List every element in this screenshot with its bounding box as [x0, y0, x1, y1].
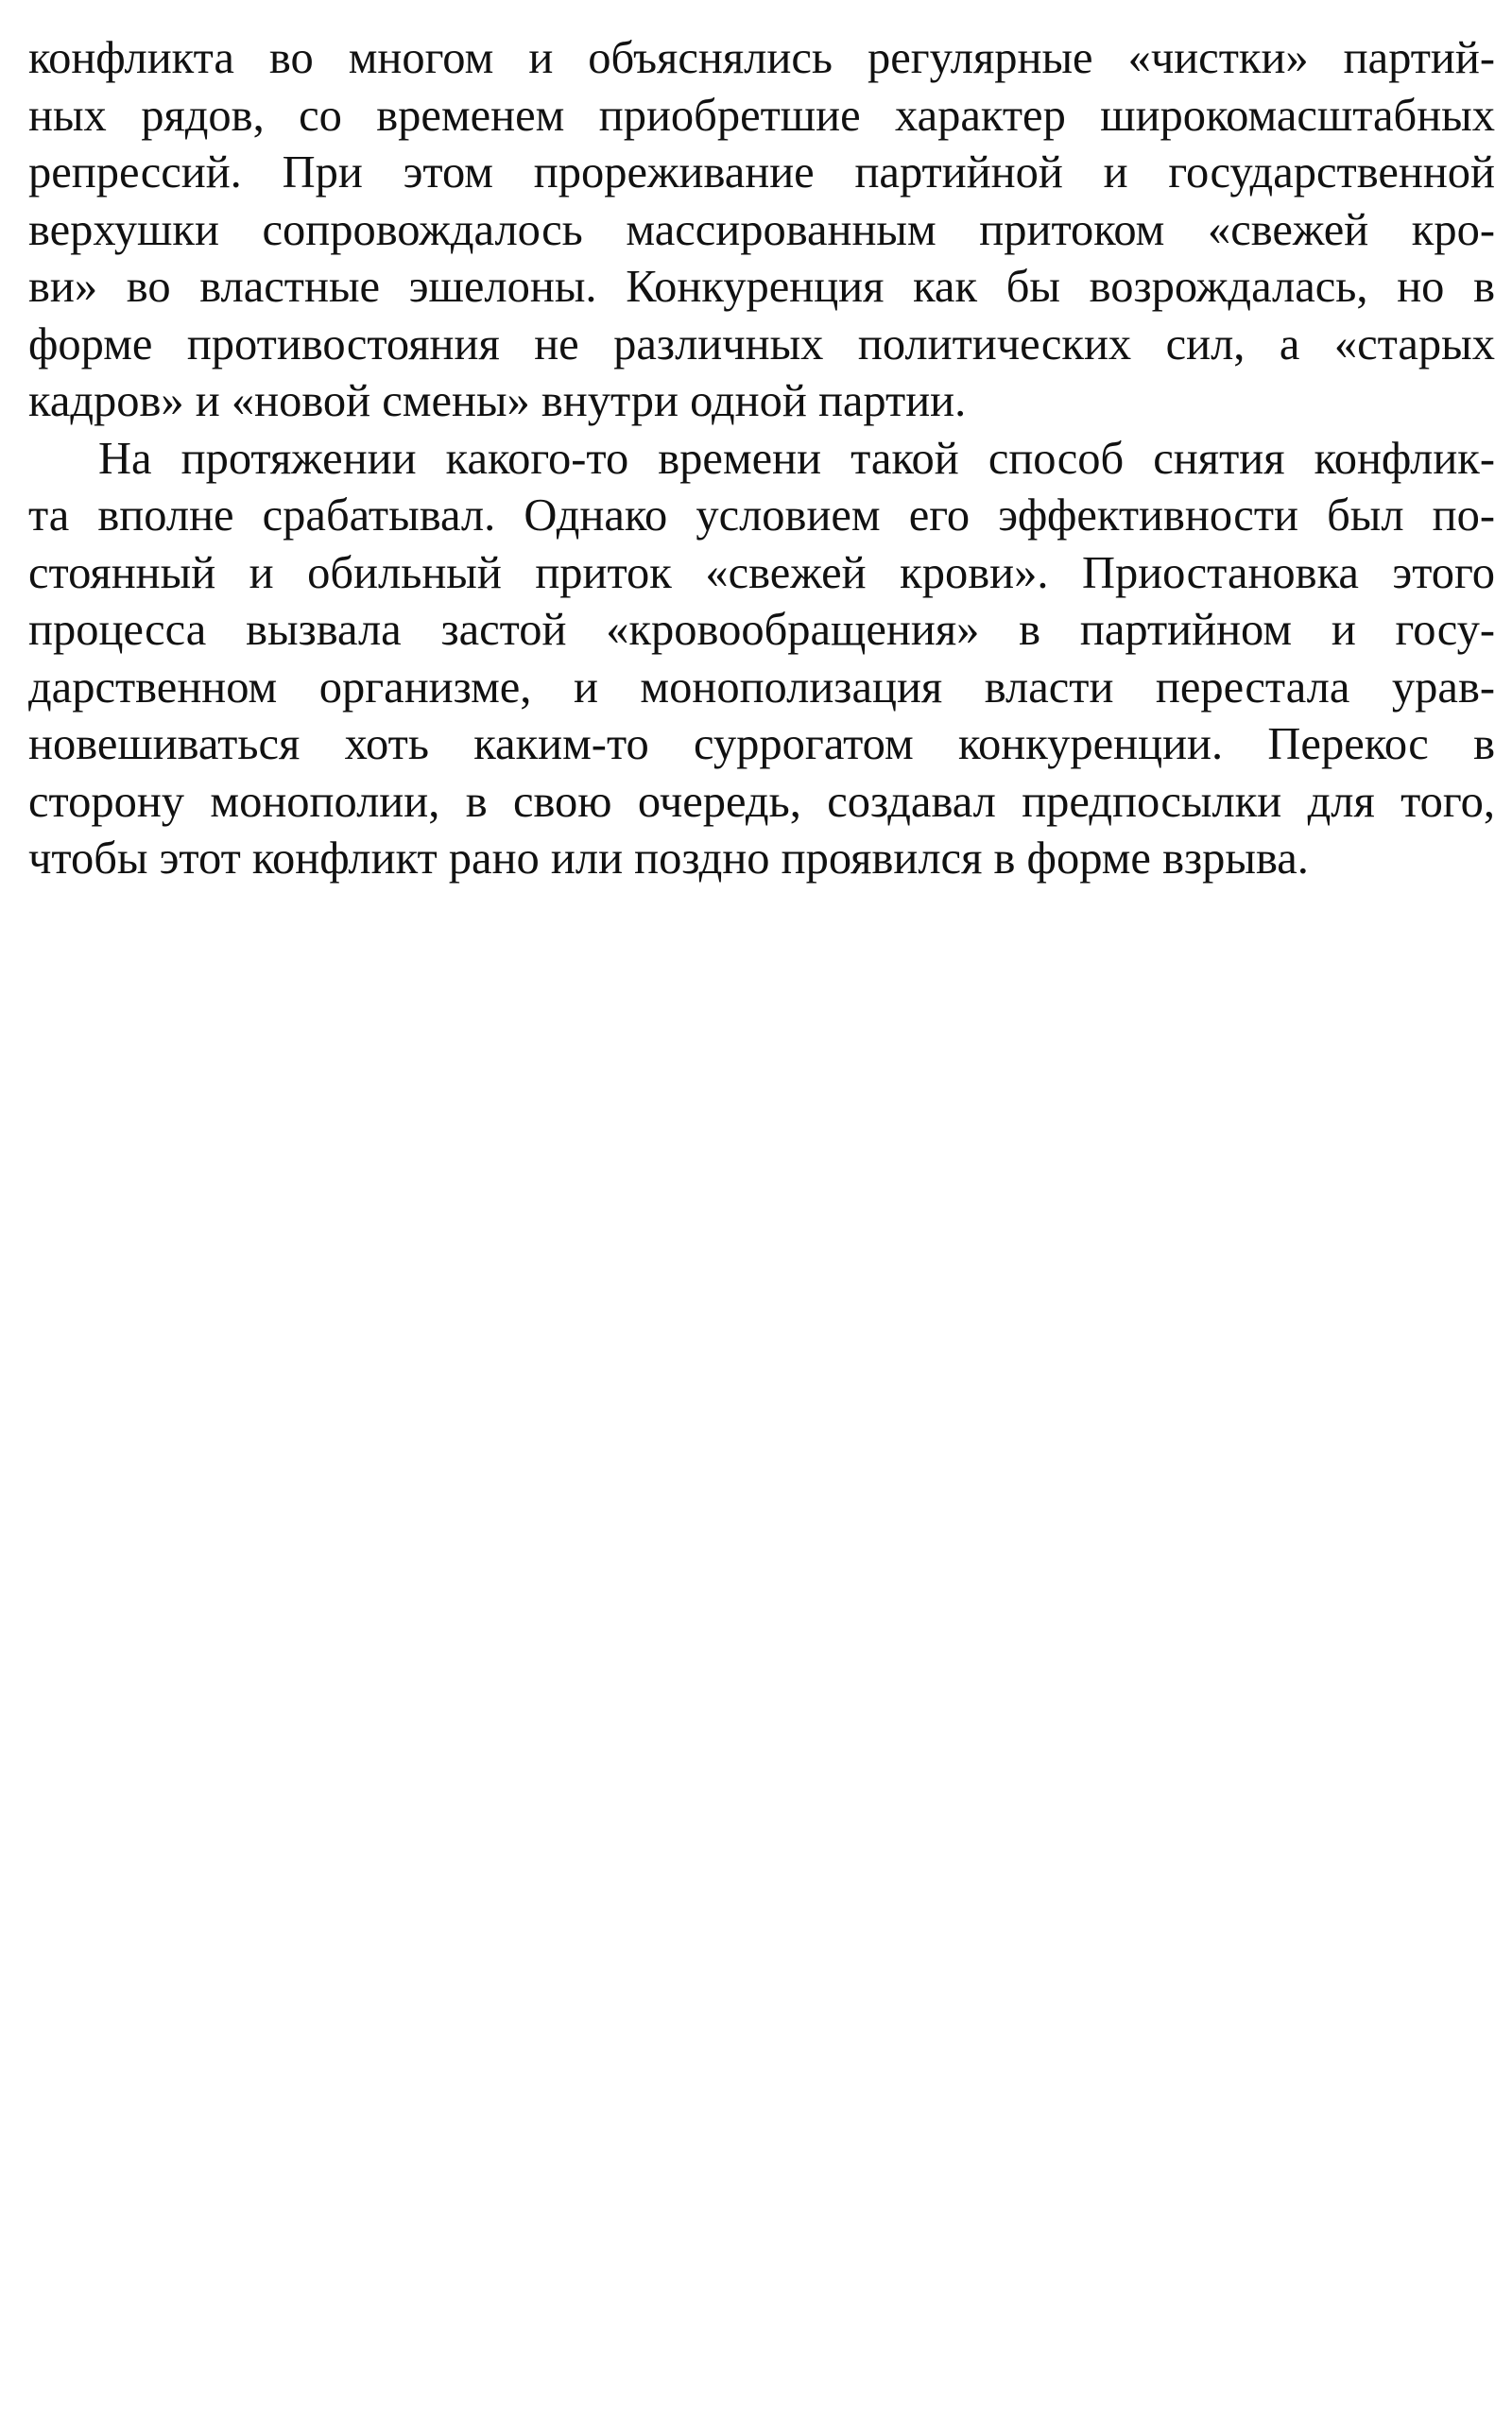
text-line: кадров» и «новой смены» внутри одной партии.: [28, 376, 967, 426]
paragraph-1: [28, 30, 1495, 431]
text-line: сторону монополии, в свою очередь, создавал предпосылки для того,: [28, 776, 1495, 827]
text-line: процесса вызвала застой «кровообращения» в партийном и госу-: [28, 605, 1495, 655]
text-line: та вполне срабатывал. Однако условием его эффективности был по-: [28, 490, 1495, 541]
text-line: форме противостояния не различных политических сил, а «старых: [28, 318, 1495, 369]
paragraph-2: [28, 431, 1495, 888]
text-line: дарственном организме, и монополизация власти перестала урав-: [28, 662, 1495, 713]
text-line: конфликта во многом и объяснялись регулярные «чистки» партий-: [28, 33, 1495, 83]
text-line: репрессий. При этом прореживание партийной и государственной: [28, 147, 1495, 198]
text-line: верхушки сопровождалось массированным притоком «свежей кро-: [28, 204, 1495, 255]
text-line: стоянный и обильный приток «свежей крови». Приостановка этого: [28, 547, 1495, 598]
text-line: чтобы этот конфликт рано или поздно проявился в форме взрыва.: [28, 833, 1309, 884]
text-line: новешиваться хоть каким-то суррогатом конкуренции. Перекос в: [28, 719, 1495, 769]
document-page: [28, 30, 1495, 888]
text-line: На протяжении какого-то времени такой способ снятия конфлик-: [98, 433, 1495, 484]
text-line: ви» во властные эшелоны. Конкуренция как бы возрождалась, но в: [28, 262, 1495, 312]
text-line: ных рядов, со временем приобретшие характер широкомасштабных: [28, 90, 1495, 141]
